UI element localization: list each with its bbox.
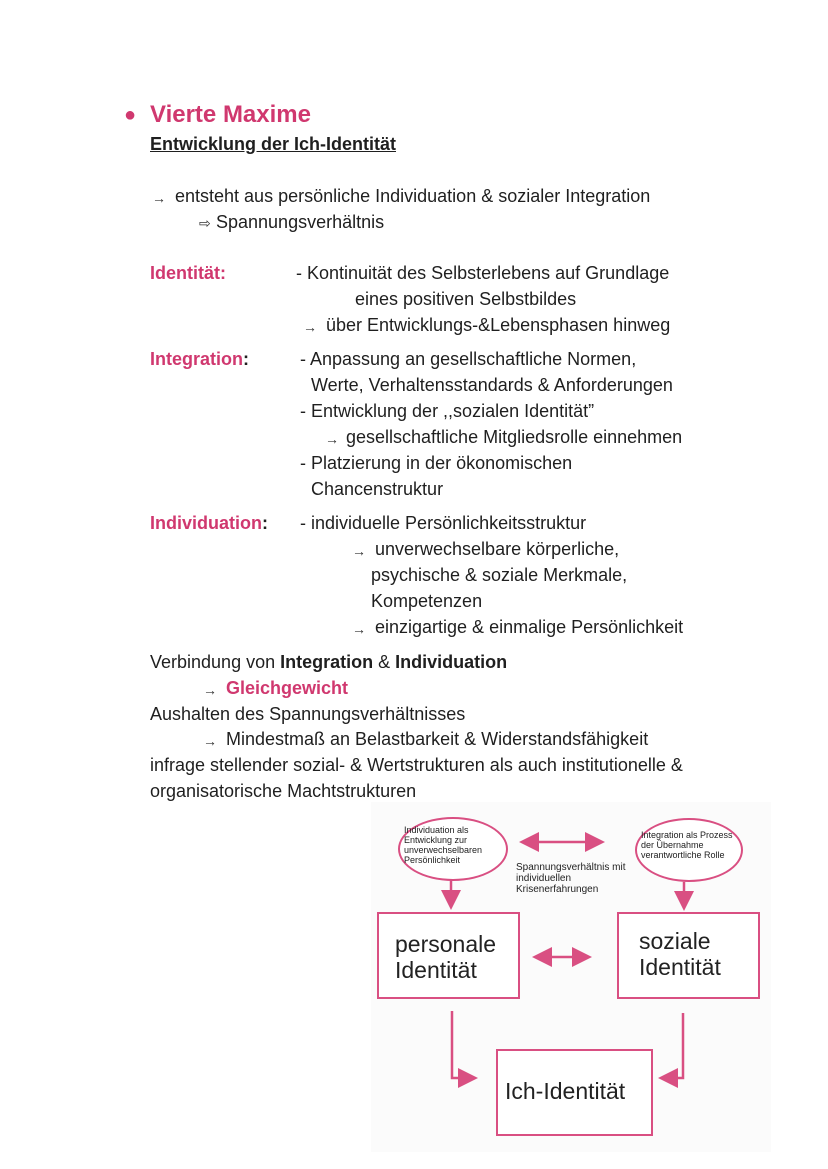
ellipse-integration-text: Integration als Prozess der Übernahme verantwortliche Rolle: [641, 830, 733, 860]
bullet: ●: [124, 104, 137, 126]
intro-line: entsteht aus persönliche Individuation & sozialer Integration: [175, 186, 651, 206]
integration-line: - Anpassung an gesellschaftliche Normen,: [300, 349, 637, 369]
identitaet-line: eines positiven Selbstbildes: [355, 289, 577, 309]
integration-line: - Platzierung in der ökonomischen: [300, 453, 573, 473]
box-personale-text: personale Identität: [395, 931, 497, 983]
arrow-icon: →: [152, 190, 166, 206]
verbindung-integration: Integration: [280, 652, 374, 672]
individuation-label-text: Individuation: [150, 513, 262, 533]
verbindung-amp: &: [378, 652, 391, 672]
individuation-line: unverwechselbare körperliche,: [375, 539, 620, 559]
integration-line: Chancenstruktur: [311, 479, 444, 499]
identitaet-line: - Kontinuität des Selbsterlebens auf Grundlage: [296, 263, 670, 283]
box-soziale-text: soziale Identität: [639, 928, 721, 980]
page-subtitle: Entwicklung der Ich-Identität: [150, 134, 397, 154]
box-ich-text: Ich-Identität: [505, 1078, 626, 1104]
integration-label: [150, 348, 249, 370]
individuation-colon: :: [262, 513, 268, 533]
mindestmass-line: Mindestmaß an Belastbarkeit & Widerstandsfähigkeit: [226, 729, 649, 749]
verbindung-prefix: Verbindung von: [150, 652, 276, 672]
gleichgewicht: Gleichgewicht: [226, 678, 349, 698]
aushalten-line: Aushalten des Spannungsverhältnisses: [150, 704, 466, 724]
ellipse-individuation-text: Individuation als Entwicklung zur unverwechselbaren Persönlichkeit: [404, 825, 483, 865]
intro-line: Spannungsverhältnis: [216, 212, 385, 232]
identitaet-line: über Entwicklungs-&Lebensphasen hinweg: [326, 315, 671, 335]
individuation-line: - individuelle Persönlichkeitsstruktur: [300, 513, 587, 533]
identitaet-label: Identität:: [150, 263, 226, 283]
connector-arrow-icon: [663, 1013, 683, 1078]
connector-arrow-icon: [452, 1011, 473, 1078]
integration-label-text: Integration: [150, 349, 243, 369]
integration-colon: :: [243, 349, 249, 369]
arrow-icon: →: [352, 543, 366, 559]
hollow-arrow-icon: ⇨: [199, 215, 211, 231]
arrow-icon: →: [325, 431, 339, 447]
verbindung-line: [150, 651, 507, 673]
organisatorisch-line: organisatorische Machtstrukturen: [150, 781, 417, 801]
integration-line: - Entwicklung der ,,sozialen Identität”: [300, 401, 595, 421]
individuation-line: Kompetenzen: [371, 591, 483, 611]
arrow-icon: →: [203, 733, 217, 749]
spannung-label: Spannungsverhältnis mit individuellen Krisenerfahrungen: [516, 862, 626, 895]
individuation-line: einzigartige & einmalige Persönlichkeit: [375, 617, 684, 637]
arrow-icon: →: [203, 682, 217, 698]
integration-line: gesellschaftliche Mitgliedsrolle einnehmen: [346, 427, 683, 447]
individuation-label: [150, 512, 268, 534]
infrage-line: infrage stellender sozial- & Wertstrukturen als auch institutionelle &: [150, 755, 683, 775]
arrow-icon: →: [303, 319, 317, 335]
individuation-line: psychische & soziale Merkmale,: [371, 565, 628, 585]
identity-diagram: [371, 802, 771, 1152]
integration-line: Werte, Verhaltensstandards & Anforderungen: [311, 375, 673, 395]
page-title: Vierte Maxime: [150, 101, 311, 128]
verbindung-individuation: Individuation: [395, 652, 508, 672]
arrow-icon: →: [352, 621, 366, 637]
